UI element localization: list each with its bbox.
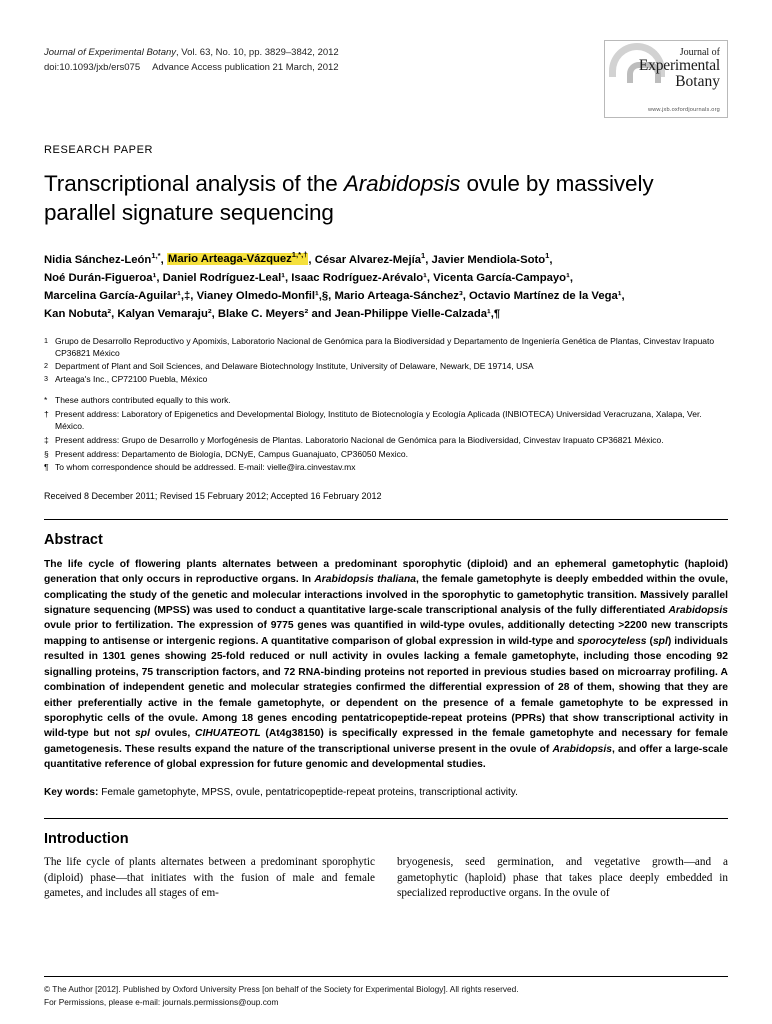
affiliation-mark: 3 (44, 373, 48, 383)
copyright-line: © The Author [2012]. Published by Oxford University Press [on behalf of the Society for Experimental Biology]. All rights reserved. (44, 984, 519, 995)
article-history: Received 8 December 2011; Revised 15 February 2012; Accepted 16 February 2012 (44, 490, 382, 501)
keywords (44, 786, 728, 801)
affiliation-item (44, 373, 728, 385)
introduction-column-1: The life cycle of plants alternates between a predominant sporophytic (diploid) phase—that initiates with the fusion of male and female gametes, and includes all stages of em- (44, 856, 375, 900)
journal-logo-line3: Botany (675, 72, 720, 90)
note-mark: ¶ (44, 462, 49, 473)
page-title (44, 170, 728, 228)
affiliation-mark: 1 (44, 335, 48, 345)
permissions-line: For Permissions, please e-mail: journals.permissions@oup.com (44, 996, 279, 1007)
author-line-1 (44, 250, 728, 269)
journal-url: www.jxb.oxfordjournals.org (647, 107, 720, 113)
note-text: Present address: Grupo de Desarrollo y Morfogénesis de Plantas. Laboratorio Nacional de Genómica para la Biodiversidad, Cinvestav Irapuato CP36821 México. (55, 434, 664, 445)
note-text: To whom correspondence should be addressed. E-mail: vielle@ira.cinvestav.mx (55, 462, 356, 473)
divider-above-footer (44, 976, 728, 977)
doi-text: doi:10.1093/jxb/ers075 (44, 61, 141, 73)
author-third: , César Alvarez-Mejía (308, 253, 422, 266)
author-fourth: , Javier Mendiola-Soto (425, 253, 546, 266)
note-mark: * (44, 394, 48, 405)
abstract-italic-2: Arabidopsis (668, 604, 728, 616)
title-part-1: Transcriptional analysis of the (44, 171, 344, 196)
journal-logo (604, 40, 728, 118)
abstract-text (44, 557, 728, 773)
journal-logo-line1: Journal of (679, 47, 720, 58)
abstract-heading: Abstract (44, 531, 103, 548)
divider-above-abstract (44, 519, 728, 520)
affiliation-text: Department of Plant and Soil Sciences, and Delaware Biotechnology Institute, University of Delaware, Newark, DE 19714, USA (55, 360, 534, 371)
abstract-italic-7: Arabidopsis (552, 743, 612, 755)
abstract-seg-5: ) individuals resulted in 1301 genes showing 25-fold reduced or null activity in ovules lacking a female gametophyte, including those encoding 92 signalling proteins, 75 transcription factors, and 72 RNA-binding proteins not reported in previous studies based on microarray profiling. A combination of independent genetic and molecular strategies confirmed the differential expression of 28 of them, showing that they are either preferentially active in the female gametophyte, or dependent on the presence of a female gametophyte to be expressed in sporophytic cells of the ovule. Among 18 genes encoding pentatricopeptide-repeat proteins (PPRs) that show transcriptional activity in wild-type but not (44, 635, 728, 740)
introduction-body (44, 855, 728, 901)
author-first-sup: 1,* (151, 250, 161, 260)
journal-header (44, 40, 728, 118)
author-sep-2: , (549, 253, 553, 266)
affiliation-text: Grupo de Desarrollo Reproductivo y Apomixis, Laboratorio Nacional de Genómica para la Biodiversidad y Departamento de Ingeniería Genética de Plantas, Cinvestav Irapuato CP36821 México (55, 335, 715, 358)
author-notes (44, 394, 728, 474)
keywords-value: Female gametophyte, MPSS, ovule, pentatricopeptide-repeat proteins, transcriptional activity. (98, 786, 518, 798)
author-first: Nidia Sánchez-León (44, 253, 152, 266)
note-mark: § (44, 448, 49, 459)
journal-name: Journal of Experimental Botany (44, 47, 177, 58)
abstract-italic-3: sporocyteless (577, 635, 647, 647)
author-highlighted (167, 250, 309, 266)
abstract-seg-7: (At4g38150) is specifically expressed in the female gametophyte and necessary for female gametogenesis. These results expand the nature of the transcriptional universe present in the ovule of (44, 728, 728, 755)
affiliation-text: Arteaga's Inc., CP72100 Puebla, México (55, 373, 208, 384)
abstract-italic-4: spl (652, 635, 668, 647)
affiliation-mark: 2 (44, 360, 48, 370)
keywords-label: Key words: (44, 786, 99, 798)
note-mark: ‡ (44, 434, 49, 445)
divider-above-introduction (44, 818, 728, 819)
author-list (44, 250, 728, 324)
abstract-seg-3: ovule prior to fertilization. The expression of 9775 genes was quantified in wild-type ovules, additionally detecting >2200 new transcripts mapping to antisense or intergenic regions. A quantitative comparison of global expression in wild-type and (44, 620, 728, 647)
note-item (44, 434, 728, 446)
author-fourth-sup: 1 (545, 250, 550, 260)
abstract-seg-2: , the female gametophyte is deeply embedded within the ovule, complicating the study of the genetic and molecular interactions involved in the sporophytic to gametophytic transition. Massively parallel signature sequencing (MPSS) was used to conduct a quantitative large-scale transcriptional analysis of the fully differentiated (44, 574, 728, 616)
abstract-seg-4: ( (646, 635, 653, 647)
journal-logo-line2: Experimental (638, 57, 720, 74)
introduction-heading: Introduction (44, 831, 129, 848)
author-highlighted-name: Mario Arteaga-Vázquez (167, 253, 292, 266)
note-item (44, 461, 728, 473)
note-item (44, 448, 728, 460)
note-item (44, 408, 728, 433)
note-text: Present address: Laboratory of Epigenetics and Developmental Biology, Instituto de Biotecnología y Ecología Aplicada (INBIOTECA) Universidad Veracruzana, Xalapa, Ver. México. (55, 408, 702, 431)
journal-volume-info: , Vol. 63, No. 10, pp. 3829–3842, 2012 (176, 47, 339, 58)
title-part-2: ovule by massively parallel signature sequencing (44, 171, 654, 225)
note-text: Present address: Departamento de Biología, DCNyE, Campus Guanajuato, CP36050 Mexico. (55, 448, 408, 459)
author-line-2: Noé Durán-Figueroa¹, Daniel Rodríguez-Leal¹, Isaac Rodríguez-Arévalo¹, Vicenta García-Campayo¹, (44, 271, 573, 284)
journal-logo-text (612, 48, 720, 89)
author-third-sup: 1 (421, 250, 426, 260)
author-highlighted-sup: 1,*,† (291, 250, 308, 260)
journal-citation (44, 40, 339, 75)
note-text: These authors contributed equally to this work. (55, 394, 231, 405)
page-footer (44, 976, 728, 1008)
affiliation-item (44, 335, 728, 359)
abstract-seg-8: , and offer a large-scale quantitative reference of global expression for future genomic and developmental studies. (44, 743, 729, 771)
note-mark: † (44, 408, 49, 419)
abstract-seg-6: ovules, (149, 728, 196, 740)
affiliation-item (44, 360, 728, 372)
author-line-3: Marcelina García-Aguilar¹,‡, Vianey Olmedo-Monfil¹,§, Mario Arteaga-Sánchez³, Octavio Martínez de la Vega¹, (44, 289, 625, 302)
article-type: RESEARCH PAPER (44, 144, 154, 156)
author-line-4: Kan Nobuta², Kalyan Vemaraju², Blake C. Meyers² and Jean-Philippe Vielle-Calzada¹,¶ (44, 308, 501, 321)
note-item (44, 394, 728, 406)
author-sep-1: , (160, 253, 167, 266)
abstract-seg-1: The life cycle of flowering plants alternates between a predominant sporophytic (diploid) and an ephemeral gametophytic (haploid) generation that only occurs in reproductive organs. In (44, 558, 728, 586)
affiliations (44, 335, 728, 385)
title-italic-species: Arabidopsis (343, 171, 461, 196)
abstract-italic-6: CIHUATEOTL (195, 728, 261, 740)
abstract-italic-5: spl (135, 728, 150, 740)
abstract-italic-1: Arabidopsis thaliana (314, 574, 417, 586)
introduction-column-2: bryogenesis, seed germination, and vegetative growth—and a gametophytic (haploid) phase that takes place deeply embedded in specialized reproductive organs. In the ovule of (397, 856, 728, 900)
advance-access-text: Advance Access publication 21 March, 2012 (152, 61, 339, 73)
